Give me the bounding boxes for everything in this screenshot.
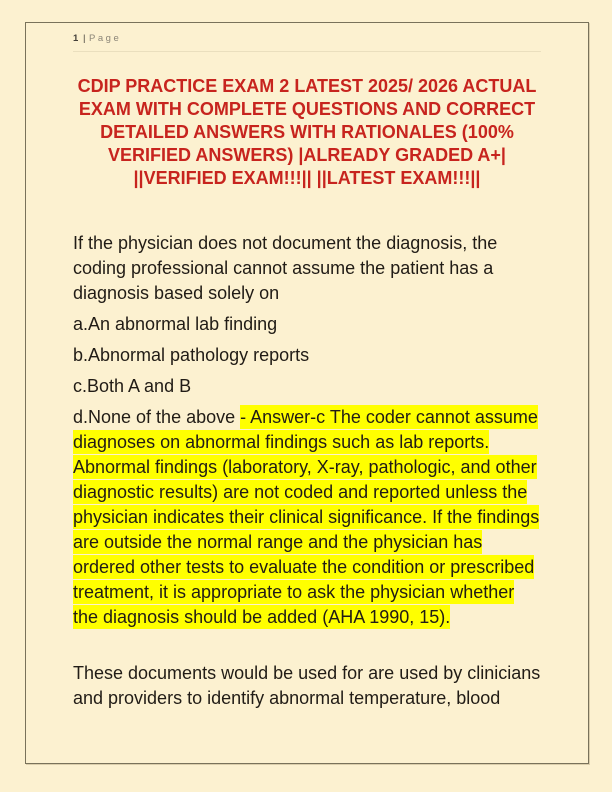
page-header-separator: | — [82, 33, 86, 44]
page-header — [73, 33, 541, 52]
option-a: a.An abnormal lab finding — [73, 314, 278, 334]
question-stem: If the physician does not document the diagnosis, the coding professional cannot assume the patient has a diagnosis based solely on — [73, 233, 498, 303]
next-question-stem: These documents would be used for are used by clinicians and providers to identify abnormal temperature, blood — [73, 663, 541, 708]
answer-rationale-highlight: - Answer-c The coder cannot assume diagnoses on abnormal findings such as lab reports. Abnormal findings (laboratory, X-ray, pathologic, and other diagnostic results) are not coded and reported unless the physician indicates their clinical significance. If the findings are outside the normal range and the physician has ordered other tests to evaluate the condition or prescribed treatment, it is appropriate to ask the physician whether the diagnosis should be added (AHA 1990, 15). — [73, 407, 540, 627]
page-header-label: Page — [89, 33, 122, 44]
option-b: b.Abnormal pathology reports — [73, 345, 310, 365]
page-number: 1 — [73, 33, 80, 44]
document-title: CDIP PRACTICE EXAM 2 LATEST 2025/ 2026 ACTUAL EXAM WITH COMPLETE QUESTIONS AND CORRECT DETAILED ANSWERS WITH RATIONALES (100% VERIFIED ANSWERS) |ALREADY GRADED A+| ||VERIFIED EXAM!!!|| ||LATEST EXAM!!!|| — [77, 76, 537, 188]
page-content — [73, 33, 541, 711]
option-d-with-answer — [73, 405, 541, 630]
option-d-text: d.None of the above — [73, 407, 241, 427]
page-border — [25, 22, 589, 764]
option-c: c.Both A and B — [73, 376, 192, 396]
